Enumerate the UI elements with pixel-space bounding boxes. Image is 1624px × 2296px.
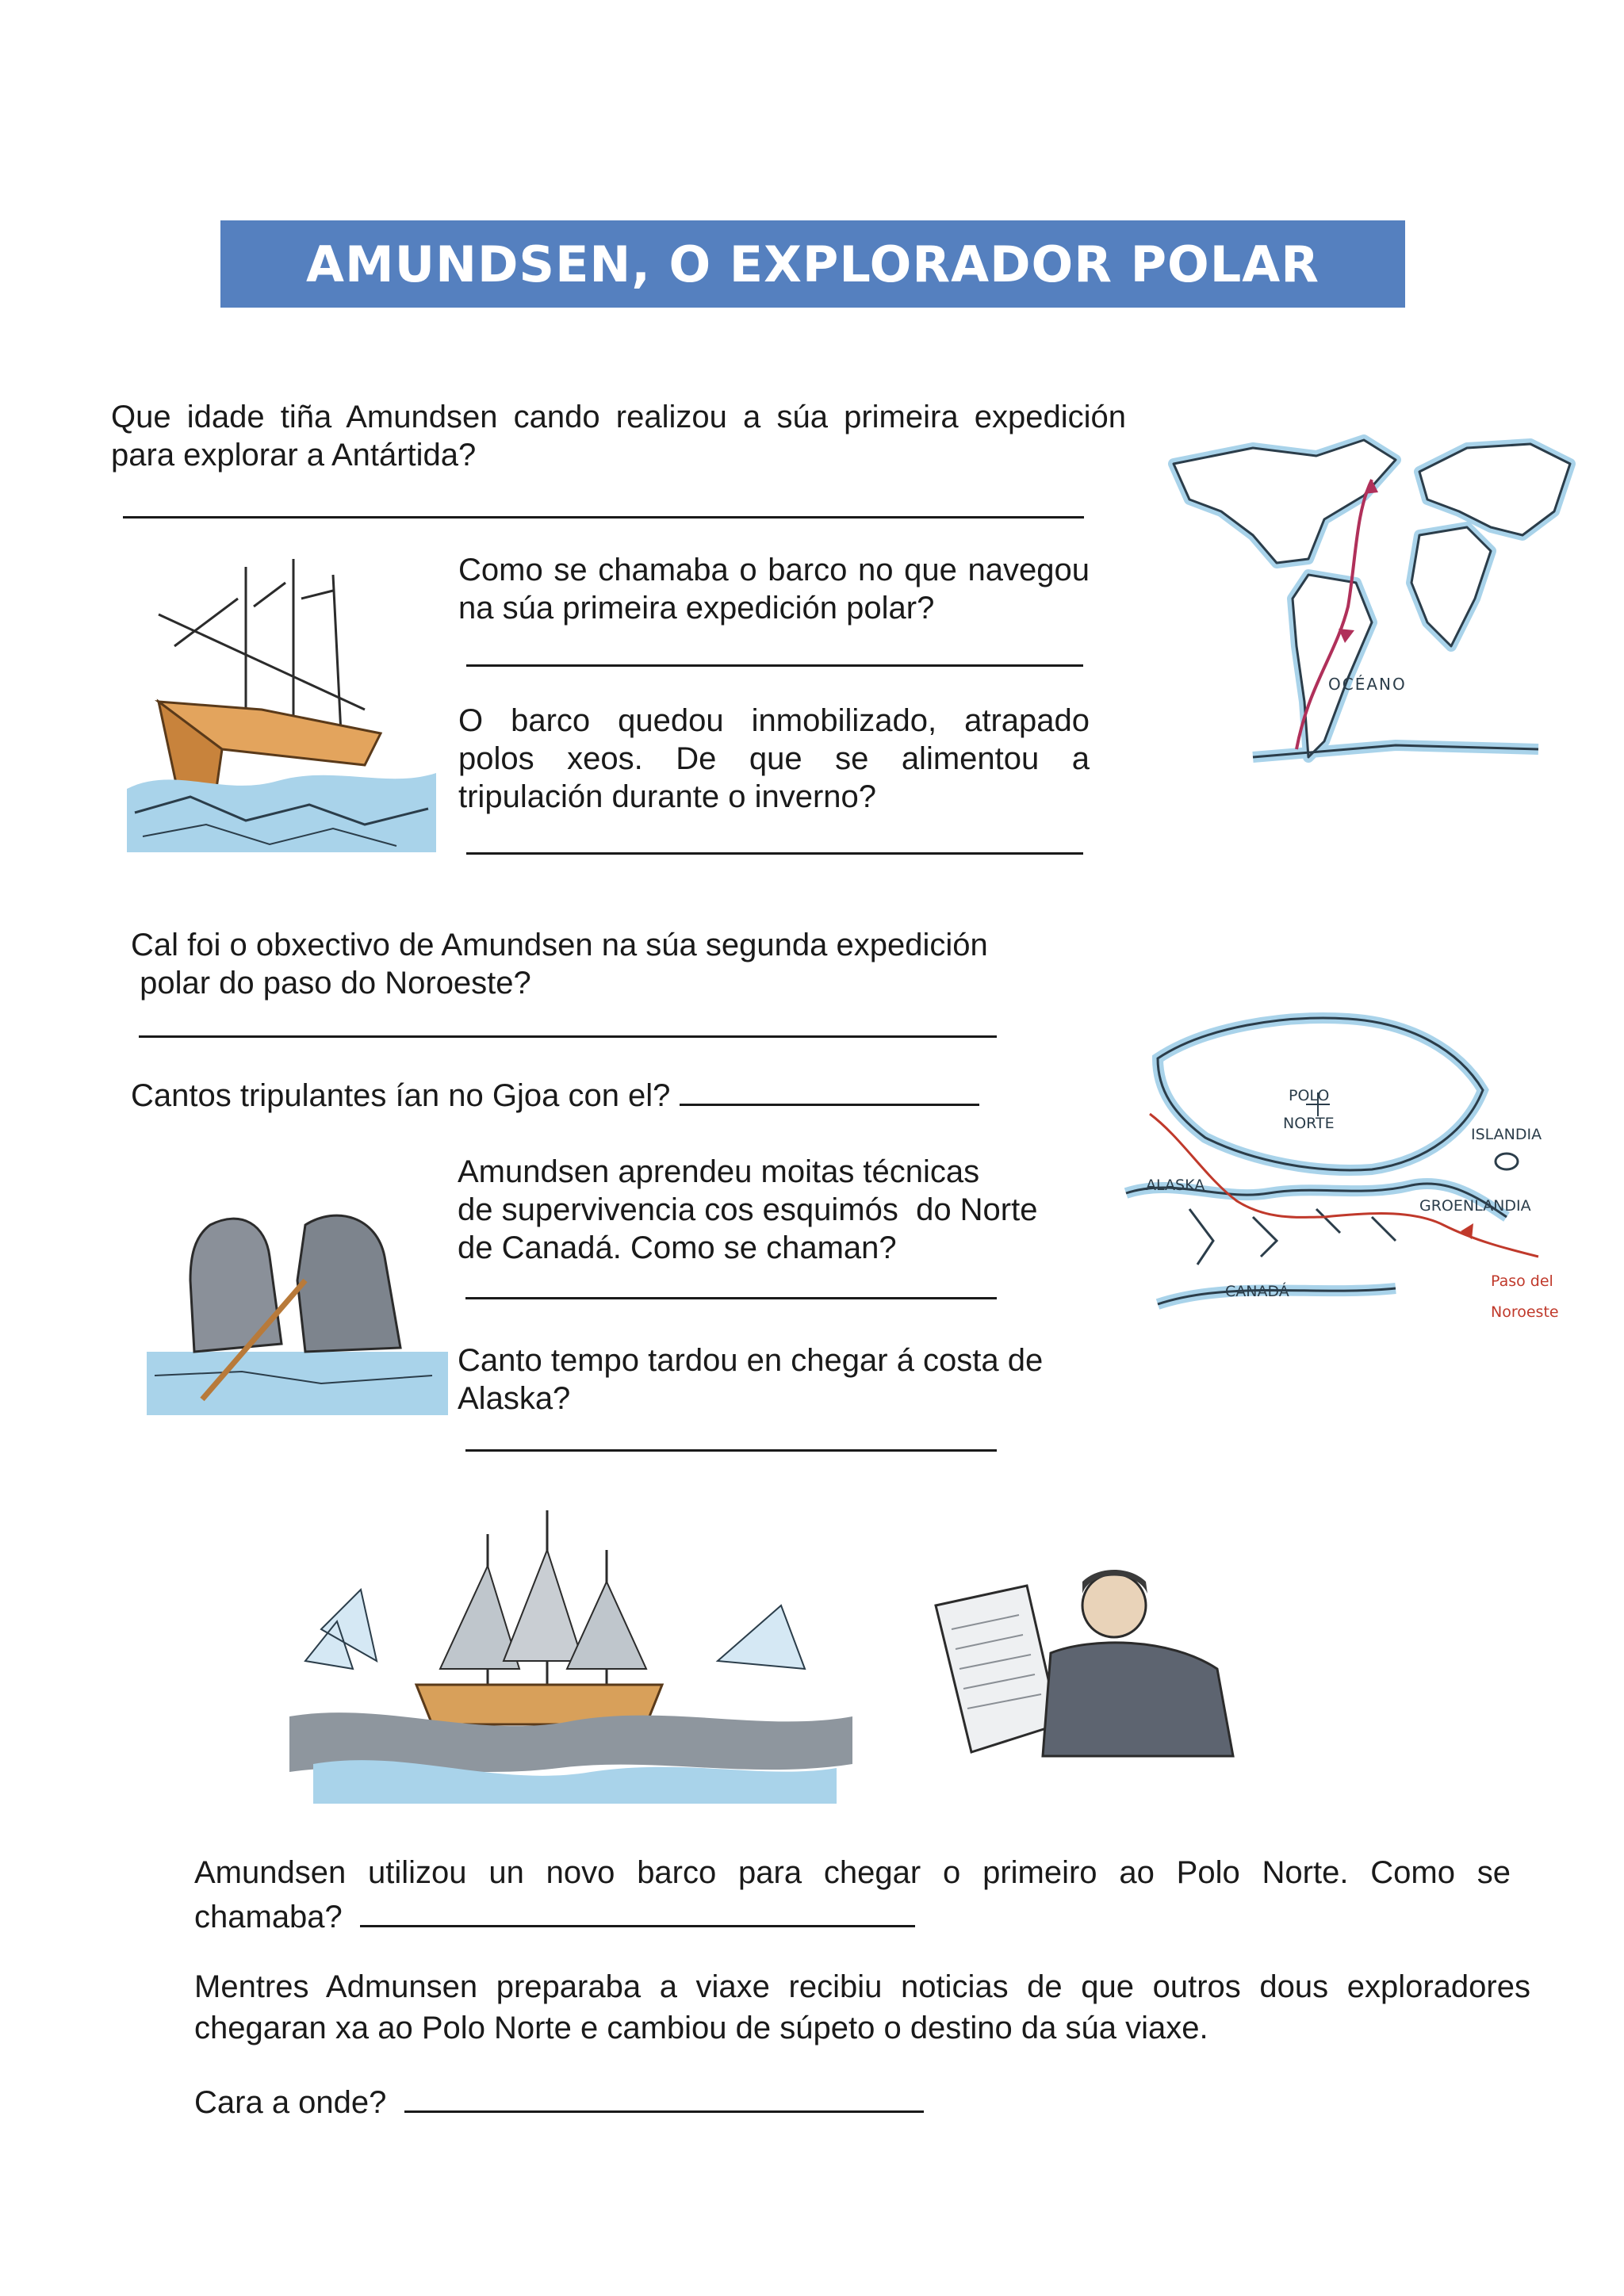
question-7	[458, 1341, 1092, 1418]
question-8	[194, 1854, 1511, 1936]
question-10	[194, 2084, 1146, 2122]
question-5	[131, 1077, 1003, 1115]
map-label-canada: CANADÁ	[1225, 1283, 1289, 1300]
question-4	[131, 926, 1043, 1002]
question-1-line-2: para explorar a Antártida?	[111, 438, 477, 473]
question-9	[194, 1968, 1530, 2047]
answer-line-2[interactable]	[466, 664, 1083, 667]
map-label-alaska: ALASKA	[1146, 1177, 1205, 1194]
answer-line-4[interactable]	[139, 1035, 997, 1038]
question-2-text: Como se chamaba o barco no que navegou na súa primeira expedición polar?	[458, 553, 1090, 626]
ship-in-ice-illustration	[127, 551, 436, 852]
answer-line-1[interactable]	[123, 516, 1084, 519]
inuit-illustration	[147, 1193, 448, 1415]
answer-line-7[interactable]	[465, 1449, 997, 1452]
question-6	[458, 1153, 1092, 1267]
answer-line-3[interactable]	[466, 852, 1083, 855]
ocean-label: OCÉANO	[1328, 675, 1407, 694]
question-1-line-1: Que idade tiña Amundsen cando realizou a súa primeira expedición	[111, 400, 1126, 434]
question-8-line-1: Amundsen utilizou un novo barco para chegar o primeiro ao Polo Norte. Como se	[194, 1855, 1511, 1890]
question-9-line-2: chegaran xa ao Polo Norte e cambiou de súpeto o destino da súa viaxe.	[194, 2011, 1208, 2045]
question-7-line-1: Canto tempo tardou en chegar á costa de	[458, 1343, 1044, 1378]
map-label-paso-2: Noroeste	[1491, 1303, 1559, 1321]
title-banner	[220, 220, 1405, 308]
question-5-text: Cantos tripulantes ían no Gjoa con el?	[131, 1078, 671, 1113]
map-label-polo: POLO	[1289, 1087, 1330, 1104]
page-title: AMUNDSEN, O EXPLORADOR POLAR	[306, 235, 1320, 293]
question-3-text: O barco quedou inmobilizado, atrapado polos xeos. De que se alimentou a tripulación durante o inverno?	[458, 703, 1090, 814]
answer-line-10[interactable]	[404, 2084, 924, 2113]
question-2	[458, 551, 1090, 627]
world-map-illustration	[1158, 424, 1578, 781]
arctic-map-illustration	[1110, 1003, 1586, 1336]
question-6-line-2: de supervivencia cos esquimós do Norte	[458, 1192, 1038, 1227]
question-10-text: Cara a onde?	[194, 2085, 387, 2120]
question-6-line-1: Amundsen aprendeu moitas técnicas	[458, 1154, 980, 1189]
question-8-line-2: chamaba?	[194, 1900, 343, 1934]
answer-line-6[interactable]	[465, 1297, 997, 1299]
question-1	[111, 398, 1126, 474]
sailing-ship-illustration	[289, 1502, 852, 1827]
question-6-line-3: de Canadá. Como se chaman?	[458, 1230, 897, 1265]
map-label-groenlandia: GROENLANDIA	[1419, 1197, 1531, 1215]
map-label-islandia: ISLANDIA	[1471, 1126, 1542, 1143]
man-reading-newspaper-illustration	[932, 1566, 1249, 1764]
question-7-line-2: Alaska?	[458, 1381, 571, 1416]
answer-line-8[interactable]	[360, 1898, 915, 1927]
map-label-paso-1: Paso del	[1491, 1272, 1553, 1290]
answer-line-5[interactable]	[680, 1077, 979, 1106]
question-3	[458, 702, 1090, 816]
question-4-line-1: Cal foi o obxectivo de Amundsen na súa segunda expedición	[131, 928, 988, 962]
question-4-line-2: polar do paso do Noroeste?	[131, 966, 531, 1001]
question-9-line-1: Mentres Admunsen preparaba a viaxe recibiu noticias de que outros dous exploradores	[194, 1969, 1530, 2004]
map-label-norte: NORTE	[1283, 1115, 1335, 1132]
